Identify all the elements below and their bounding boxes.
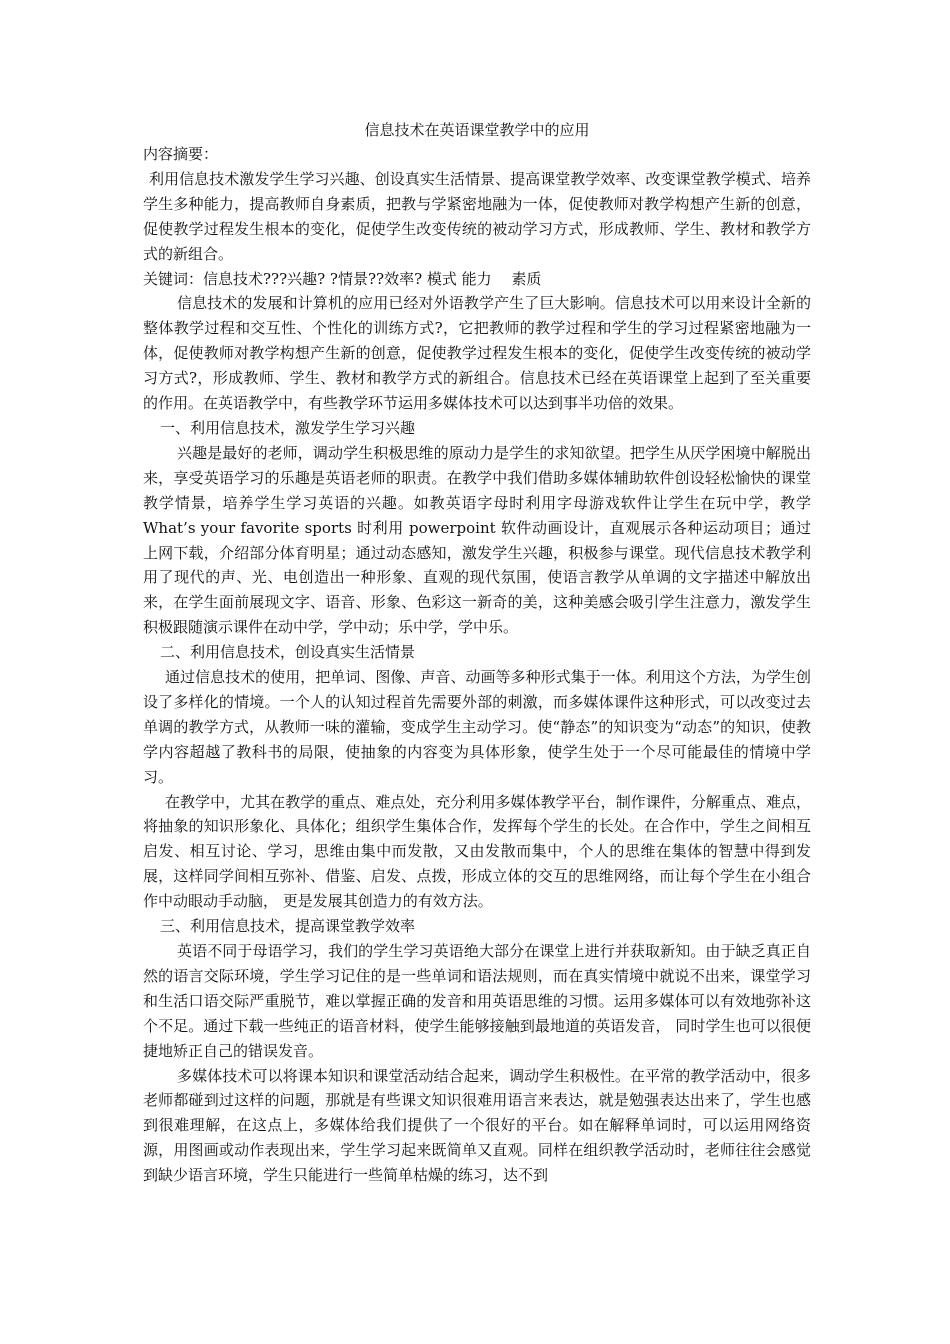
section-1-paragraph-1: 兴趣是最好的老师，调动学生积极思维的原动力是学生的求知欲望。把学生从厌学困境中解脱出来，享受英语学习的乐趣是英语老师的职责。在教学中我们借助多媒体辅助软件创设轻松愉快的课堂教学情景，培养学生学习英语的兴趣。如教英语字母时利用字母游戏软件让学生在玩中学，教学 What’s your favorite sports 时利用 powerpoint 软件动画设计，直观展示各种运动项目；通过上网下载，介绍部分体育明星；通过动态感知，激发学生兴趣，积极参与课堂。现代信息技术教学利用了现代的声、光、电创造出一种形象、直观的现代氛围，使语言教学从单调的文字描述中解放出来，在学生面前展现文字、语音、形象、色彩这一新奇的美，这种美感会吸引学生注意力，激发学生积极跟随演示课件在动中学，学中动；乐中学，学中乐。 — [143, 443, 811, 637]
keywords: 关键词：信息技术???兴趣? ?情景??效率? 模式 能力 素质 — [143, 269, 542, 288]
section-3-heading: 三、利用信息技术，提高课堂教学效率 — [160, 917, 416, 936]
section-2-paragraph-1: 通过信息技术的使用，把单词、图像、声音、动画等多种形式集于一体。利用这个方法，为学生创设了多样化的情境。一个人的认知过程首先需要外部的刺激，而多媒体课件这种形式，可以改变过去单调的教学方式，从教师一味的灌输，变成学生主动学习。使“静态”的知识变为“动态”的知识，使教学内容超越了教科书的局限，使抽象的内容变为具体形象，使学生处于一个尽可能最佳的情境中学习。 — [143, 668, 811, 786]
document-title: 信息技术在英语课堂教学中的应用 — [364, 121, 590, 139]
section-3-paragraph-2: 多媒体技术可以将课本知识和课堂活动结合起来，调动学生积极性。在平常的教学活动中，很多老师都碰到过这样的问题，那就是有些课文知识很难用语言来表达，就是勉强表达出来了，学生也感到很难理解，在这点上，多媒体给我们提供了一个很好的平台。如在解释单词时，可以运用网络资源，用图画或动作表现出来，学生学习起来既简单又直观。同样在组织教学活动时，老师往往会感觉到缺少语言环境，学生只能进行一些简单枯燥的练习，达不到 — [143, 1066, 811, 1185]
section-2-paragraph-2: 在教学中，尤其在教学的重点、难点处，充分利用多媒体教学平台，制作课件，分解重点、难点，将抽象的知识形象化、具体化；组织学生集体合作，发挥每个学生的长处。在合作中，学生之间相互启发、相互讨论、学习，思维由集中而发散，又由发散而集中，个人的思维在集体的智慧中得到发展，这样同学间相互弥补、借鉴、启发、点拨，形成立体的交互的思维网络，而让每个学生在小组合作中动眼动手动脑， 更是发展其创造力的有效方法。 — [143, 792, 811, 911]
intro-paragraph: 信息技术的发展和计算机的应用已经对外语教学产生了巨大影响。信息技术可以用来设计全新的整体教学过程和交互性、个性化的训练方式?，它把教师的教学过程和学生的学习过程紧密地融为一体，促使教师对教学构想产生新的创意，促使教学过程发生根本的变化，促使学生改变传统的被动学习方式?，形成教师、学生、教材和教学方式的新组合。信息技术已经在英语课堂上起到了至关重要的作用。在英语教学中，有些教学环节运用多媒体技术可以达到事半功倍的效果。 — [143, 294, 811, 413]
abstract-text: 利用信息技术激发学生学习兴趣、创设真实生活情景、提高课堂教学效率、改变课堂教学模式、培养学生多种能力，提高教师自身素质，把教与学紧密地融为一体，促使教师对教学构想产生新的创意，促使教学过程发生根本的变化，促使学生改变传统的被动学习方式，形成教师、学生、教材和教学方式的新组合。 — [143, 169, 811, 263]
section-3-paragraph-1: 英语不同于母语学习，我们的学生学习英语绝大部分在课堂上进行并获取新知。由于缺乏真正自然的语言交际环境，学生学习记住的是一些单词和语法规则，而在真实情境中就说不出来，课堂学习和生活口语交际严重脱节，难以掌握正确的发音和用英语思维的习惯。运用多媒体可以有效地弥补这个不足。通过下载一些纯正的语音材料，使学生能够接触到最地道的英语发音， 同时学生也可以很便捷地矫正自己的错误发音。 — [143, 942, 811, 1060]
section-1-heading: 一、利用信息技术，激发学生学习兴趣 — [160, 418, 416, 437]
section-2-heading: 二、利用信息技术，创设真实生活情景 — [160, 643, 416, 662]
document-page — [143, 118, 811, 1188]
abstract-label: 内容摘要： — [143, 145, 219, 163]
